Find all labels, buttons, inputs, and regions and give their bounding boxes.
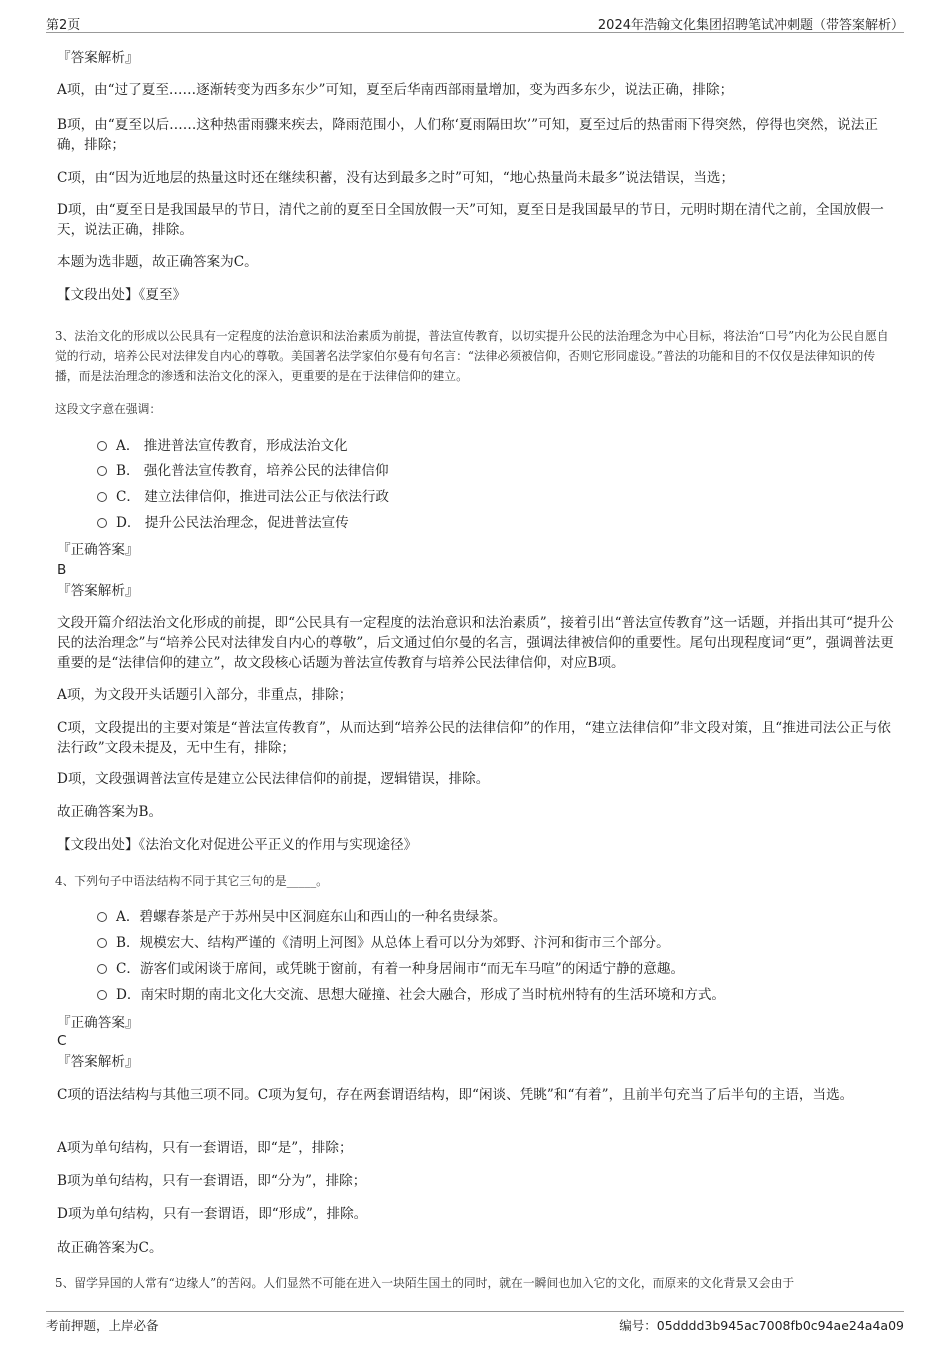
q3-option-d[interactable] (97, 513, 349, 533)
q4-text-after: 。 (316, 874, 328, 888)
document-code (619, 1316, 904, 1334)
q4-conclusion: 故正确答案为C。 (57, 1240, 163, 1256)
q3-analysis-a: A项，为文段开头话题引入部分，非重点，排除； (57, 687, 353, 703)
radio-icon[interactable] (97, 492, 107, 502)
document-title: 2024年浩翰文化集团招聘笔试冲刺题（带答案解析） (597, 18, 904, 33)
option-label: C．游客们或闲谈于席间，或凭眺于窗前，有着一种身居闹市“而无车马喧”的闲适宁静的意趣。 (116, 961, 685, 977)
radio-icon[interactable] (97, 990, 107, 1000)
page-number: 第2页 (46, 18, 81, 33)
radio-icon[interactable] (97, 964, 107, 974)
q4-blank: _____ (286, 874, 317, 888)
q4-text-before: 4、下列句子中语法结构不同于其它三句的是 (55, 874, 287, 888)
q5-text: 5、留学异国的人常有“边缘人”的苦闷。人们显然不可能在进入一块陌生国土的同时，就在一瞬间也加入它的文化，而原来的文化背景又会由于 (55, 1276, 795, 1290)
code-value: 05dddd3b945ac7008fb0c94ae24a4a09 (656, 1318, 904, 1333)
footer-slogan: 考前押题，上岸必备 (46, 1318, 159, 1333)
q2-analysis-d: D项，由“夏至日是我国最早的节日，清代之前的夏至日全国放假一天”可知，夏至日是我国最早的节日，元明时期在清代之前，全国放假一天，说法正确，排除。 (57, 202, 884, 238)
q2-analysis-label: 『答案解析』 (57, 50, 139, 66)
q3-text: 3、法治文化的形成以公民具有一定程度的法治意识和法治素质为前提，普法宣传教育，以切实提升公民的法治理念为中心目标，将法治“口号”内化为公民自愿自觉的行动，培养公民对法律发自内心的尊敬。美国著名法学家伯尔曼有句名言：“法律必须被信仰，否则它形同虚设。”普法的功能和目的不仅仅是法律知识的传播，而是法治理念的渗透和法治文化的深入，更重要的是在于法律信仰的建立。 (55, 329, 889, 383)
radio-icon[interactable] (97, 912, 107, 922)
page-header (46, 12, 904, 33)
q3-conclusion: 故正确答案为B。 (57, 804, 163, 820)
q2-conclusion: 本题为选非题，故正确答案为C。 (57, 254, 258, 270)
q2-source: 【文段出处】《夏至》 (57, 287, 187, 303)
option-label: D． 提升公民法治理念，促进普法宣传 (116, 515, 349, 531)
q4-answer-label: 『正确答案』 (57, 1015, 139, 1031)
option-label: B．规模宏大、结构严谨的《清明上河图》从总体上看可以分为郊野、汴河和街市三个部分。 (116, 935, 670, 951)
q2-analysis-b: B项，由“夏至以后……这种热雷雨骤来疾去，降雨范围小，人们称‘夏雨隔田坎’”可知，夏至过后的热雷雨下得突然，停得也突然，说法正确，排除； (57, 117, 878, 153)
page-footer (46, 1311, 904, 1336)
q4-option-a[interactable] (97, 907, 506, 927)
q3-source: 【文段出处】《法治文化对促进公平正义的作用与实现途径》 (57, 837, 418, 853)
option-label: C． 建立法律信仰，推进司法公正与依法行政 (116, 489, 390, 505)
q3-answer-label: 『正确答案』 (57, 542, 139, 558)
option-label: D．南宋时期的南北文化大交流、思想大碰撞、社会大融合，形成了当时杭州特有的生活环境和方式。 (116, 987, 726, 1003)
q3-analysis-label: 『答案解析』 (57, 583, 139, 599)
q4-text (55, 871, 895, 891)
code-label: 编号： (619, 1318, 657, 1333)
q3-analysis-main: 文段开篇介绍法治文化形成的前提，即“公民具有一定程度的法治意识和法治素质”，接着引出“普法宣传教育”这一话题，并指出其可“提升公民的法治理念”与“培养公民对法律发自内心的尊敬”，后文通过伯尔曼的名言，强调法律被信仰的重要性。尾句出现程度词“更”，强调普法更重要的是“法律信仰的建立”，故文段核心话题为普法宣传教育与培养公民法律信仰，对应B项。 (57, 615, 894, 671)
q3-option-a[interactable] (97, 436, 348, 456)
q4-analysis-a: A项为单句结构，只有一套谓语，即“是”，排除； (57, 1140, 353, 1156)
radio-icon[interactable] (97, 938, 107, 948)
q3-prompt: 这段文字意在强调： (55, 402, 162, 416)
q4-option-c[interactable] (97, 959, 684, 979)
q3-analysis-d: D项，文段强调普法宣传是建立公民法律信仰的前提，逻辑错误，排除。 (57, 771, 490, 787)
option-label: B． 强化普法宣传教育，培养公民的法律信仰 (116, 463, 389, 479)
q3-option-c[interactable] (97, 487, 389, 507)
q4-option-b[interactable] (97, 933, 670, 953)
q2-analysis-a: A项，由“过了夏至……逐渐转变为西多东少”可知，夏至后华南西部雨量增加，变为西多东少，说法正确，排除； (57, 82, 734, 98)
radio-icon[interactable] (97, 466, 107, 476)
q4-analysis-c: C项的语法结构与其他三项不同。C项为复句，存在两套谓语结构，即“闲谈、凭眺”和“有着”，且前半句充当了后半句的主语，当选。 (57, 1087, 854, 1103)
q2-analysis-c: C项，由“因为近地层的热量这时还在继续积蓄，没有达到最多之时”可知，“地心热量尚未最多”说法错误，当选； (57, 170, 735, 186)
option-label: A．碧螺春茶是产于苏州吴中区洞庭东山和西山的一种名贵绿茶。 (116, 909, 507, 925)
q3-answer: B (57, 562, 67, 578)
option-label: A． 推进普法宣传教育，形成法治文化 (116, 438, 348, 454)
q4-option-d[interactable] (97, 985, 725, 1005)
q3-analysis-c: C项，文段提出的主要对策是“普法宣传教育”，从而达到“培养公民的法律信仰”的作用，“建立法律信仰”非文段对策，且“推进司法公正与依法行政”文段未提及，无中生有，排除； (57, 720, 891, 756)
q3-option-b[interactable] (97, 461, 389, 481)
q4-answer: C (57, 1033, 67, 1049)
q4-analysis-b: B项为单句结构，只有一套谓语，即“分为”，排除； (57, 1173, 367, 1189)
q4-analysis-label: 『答案解析』 (57, 1054, 139, 1070)
q4-analysis-d: D项为单句结构，只有一套谓语，即“形成”，排除。 (57, 1206, 368, 1222)
radio-icon[interactable] (97, 518, 107, 528)
radio-icon[interactable] (97, 441, 107, 451)
